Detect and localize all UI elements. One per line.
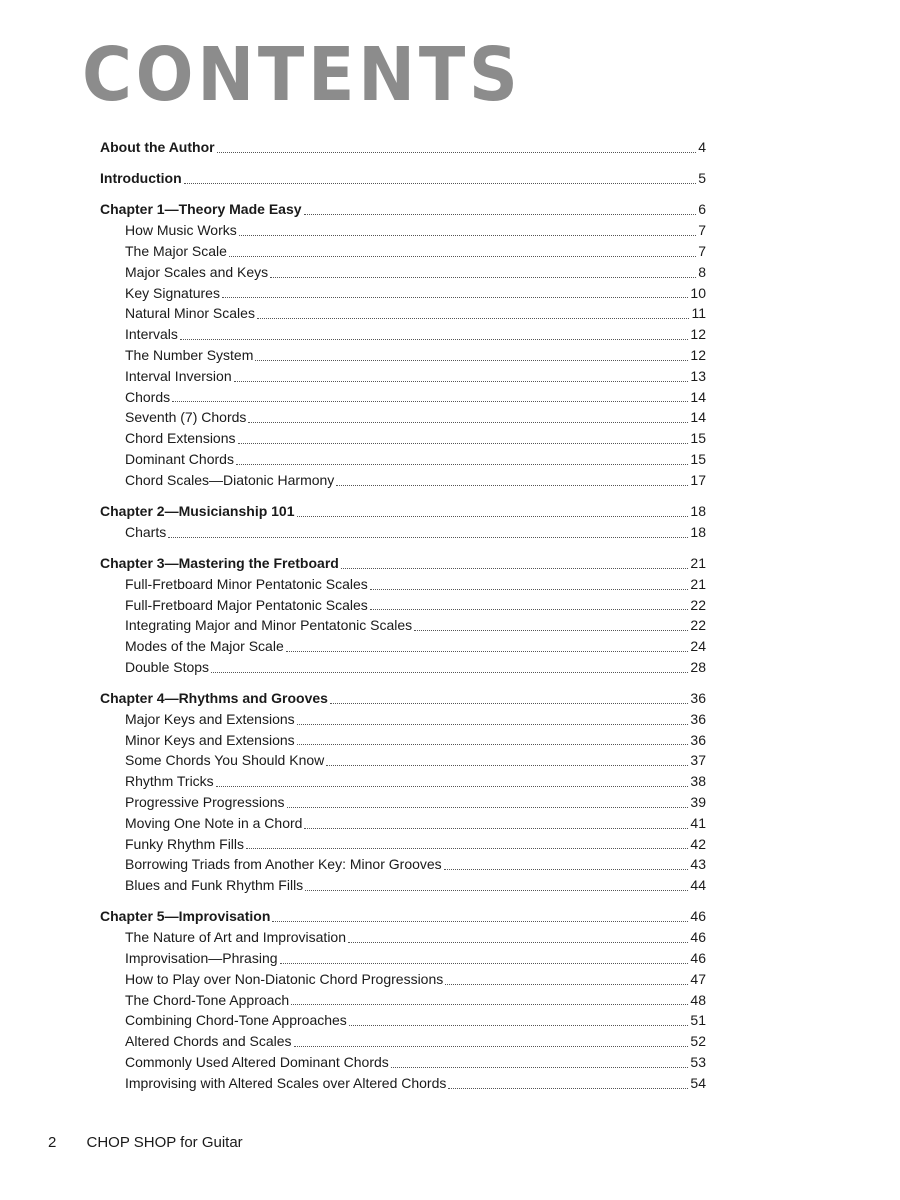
table-of-contents	[100, 137, 706, 1094]
toc-entry-page-number: 13	[690, 367, 706, 384]
page-title: CONTENTS	[82, 32, 522, 118]
toc-entry-page-number: 36	[690, 731, 706, 748]
toc-entry-page-number: 54	[690, 1074, 706, 1091]
toc-entry-page-number: 18	[690, 502, 706, 519]
toc-entry-label: Blues and Funk Rhythm Fills	[125, 877, 304, 894]
dot-leader	[229, 256, 696, 257]
toc-entry-page-number: 22	[690, 617, 706, 634]
toc-entry-label: The Number System	[125, 346, 254, 363]
toc-section-entry[interactable]	[100, 1010, 706, 1031]
toc-entry-label: Combining Chord-Tone Approaches	[125, 1012, 347, 1029]
dot-leader	[217, 152, 697, 153]
toc-entry-page-number: 21	[690, 554, 706, 571]
toc-chapter-entry[interactable]	[100, 501, 706, 522]
toc-section-entry[interactable]	[100, 657, 706, 678]
toc-section-entry[interactable]	[100, 345, 706, 366]
dot-leader	[234, 381, 689, 382]
dot-leader	[257, 318, 690, 319]
dot-leader	[445, 984, 688, 985]
toc-entry-page-number: 53	[690, 1054, 706, 1071]
toc-section-entry[interactable]	[100, 1031, 706, 1052]
toc-entry-page-number: 7	[698, 242, 706, 259]
toc-entry-page-number: 7	[698, 222, 706, 239]
dot-leader	[294, 1046, 689, 1047]
toc-section-entry[interactable]	[100, 948, 706, 969]
toc-section-entry[interactable]	[100, 1073, 706, 1094]
toc-entry-label: Borrowing Triads from Another Key: Minor Grooves	[125, 856, 442, 873]
toc-section-entry[interactable]	[100, 522, 706, 543]
toc-chapter-entry[interactable]	[100, 199, 706, 220]
toc-entry-page-number: 22	[690, 596, 706, 613]
footer-page-number: 2	[48, 1134, 57, 1151]
dot-leader	[184, 183, 697, 184]
toc-entry-label: Major Scales and Keys	[125, 263, 269, 280]
toc-entry-page-number: 38	[690, 773, 706, 790]
toc-section-entry[interactable]	[100, 449, 706, 470]
toc-chapter-entry[interactable]	[100, 168, 706, 189]
dot-leader	[304, 828, 688, 829]
toc-entry-label: Chapter 2—Musicianship 101	[100, 502, 295, 519]
toc-entry-page-number: 17	[690, 471, 706, 488]
dot-leader	[448, 1088, 688, 1089]
toc-entry-label: Chapter 4—Rhythms and Grooves	[100, 690, 328, 707]
dot-leader	[391, 1067, 689, 1068]
toc-entry-label: Major Keys and Extensions	[125, 710, 295, 727]
toc-section-entry[interactable]	[100, 709, 706, 730]
dot-leader	[287, 807, 689, 808]
toc-entry-label: Integrating Major and Minor Pentatonic Scales	[125, 617, 413, 634]
toc-entry-label: How Music Works	[125, 222, 237, 239]
toc-section-entry[interactable]	[100, 792, 706, 813]
dot-leader	[330, 703, 688, 704]
dot-leader	[326, 765, 688, 766]
dot-leader	[297, 516, 689, 517]
toc-section-entry[interactable]	[100, 771, 706, 792]
toc-section-entry[interactable]	[100, 615, 706, 636]
toc-entry-label: Interval Inversion	[125, 367, 232, 384]
toc-entry-label: Charts	[125, 523, 167, 540]
footer-book-title: CHOP SHOP for Guitar	[86, 1134, 243, 1151]
toc-entry-page-number: 8	[698, 263, 706, 280]
toc-entry-page-number: 24	[690, 638, 706, 655]
dot-leader	[239, 235, 696, 236]
toc-entry-page-number: 44	[690, 877, 706, 894]
toc-chapter-entry[interactable]	[100, 906, 706, 927]
toc-section-entry[interactable]	[100, 969, 706, 990]
toc-entry-label: Chapter 5—Improvisation	[100, 908, 271, 925]
dot-leader	[248, 422, 688, 423]
toc-entry-page-number: 15	[690, 430, 706, 447]
dot-leader	[370, 609, 689, 610]
page-footer	[48, 1134, 243, 1151]
toc-entry-page-number: 12	[690, 346, 706, 363]
dot-leader	[172, 401, 688, 402]
toc-section-entry[interactable]	[100, 303, 706, 324]
toc-entry-page-number: 18	[690, 523, 706, 540]
dot-leader	[280, 963, 689, 964]
dot-leader	[246, 848, 688, 849]
toc-section-entry[interactable]	[100, 636, 706, 657]
toc-entry-page-number: 14	[690, 409, 706, 426]
dot-leader	[291, 1004, 688, 1005]
toc-entry-label: Chord Scales—Diatonic Harmony	[125, 471, 335, 488]
toc-entry-label: About the Author	[100, 139, 215, 155]
toc-entry-page-number: 46	[690, 908, 706, 925]
toc-section-entry[interactable]	[100, 324, 706, 345]
toc-entry-label: Chords	[125, 388, 171, 405]
toc-chapter-entry[interactable]	[100, 137, 706, 158]
toc-entry-label: Chapter 3—Mastering the Fretboard	[100, 554, 339, 571]
toc-section-entry[interactable]	[100, 990, 706, 1011]
toc-entry-label: Intervals	[125, 326, 178, 343]
dot-leader	[444, 869, 689, 870]
toc-section-entry[interactable]	[100, 875, 706, 896]
toc-entry-page-number: 10	[690, 284, 706, 301]
toc-entry-page-number: 12	[690, 326, 706, 343]
toc-section-entry[interactable]	[100, 428, 706, 449]
toc-section-entry[interactable]	[100, 574, 706, 595]
dot-leader	[297, 744, 689, 745]
toc-entry-page-number: 5	[698, 170, 706, 187]
toc-section-entry[interactable]	[100, 407, 706, 428]
toc-section-entry[interactable]	[100, 470, 706, 491]
toc-entry-label: Moving One Note in a Chord	[125, 814, 303, 831]
toc-entry-page-number: 41	[690, 814, 706, 831]
dot-leader	[348, 942, 688, 943]
toc-entry-label: Improvising with Altered Scales over Altered Chords	[125, 1074, 447, 1091]
toc-entry-page-number: 48	[690, 991, 706, 1008]
toc-entry-page-number: 21	[690, 575, 706, 592]
toc-entry-page-number: 28	[690, 658, 706, 675]
toc-entry-page-number: 46	[690, 950, 706, 967]
toc-section-entry[interactable]	[100, 283, 706, 304]
dot-leader	[370, 589, 689, 590]
toc-section-entry[interactable]	[100, 834, 706, 855]
toc-section-entry[interactable]	[100, 813, 706, 834]
toc-entry-label: Double Stops	[125, 658, 210, 675]
dot-leader	[180, 339, 689, 340]
toc-entry-label: Chord Extensions	[125, 430, 236, 447]
toc-section-entry[interactable]	[100, 927, 706, 948]
toc-entry-label: Some Chords You Should Know	[125, 752, 325, 769]
toc-entry-page-number: 6	[698, 201, 706, 218]
dot-leader	[236, 464, 688, 465]
toc-entry-page-number: 36	[690, 710, 706, 727]
toc-section-entry[interactable]	[100, 730, 706, 751]
toc-entry-page-number: 39	[690, 794, 706, 811]
toc-entry-label: Rhythm Tricks	[125, 773, 214, 790]
toc-entry-label: Seventh (7) Chords	[125, 409, 247, 426]
dot-leader	[286, 651, 689, 652]
toc-entry-page-number: 47	[690, 970, 706, 987]
toc-entry-label: The Chord-Tone Approach	[125, 991, 290, 1008]
toc-entry-page-number: 51	[690, 1012, 706, 1029]
toc-section-entry[interactable]	[100, 220, 706, 241]
dot-leader	[272, 921, 688, 922]
toc-entry-page-number: 37	[690, 752, 706, 769]
toc-section-entry[interactable]	[100, 262, 706, 283]
toc-entry-page-number: 43	[690, 856, 706, 873]
dot-leader	[216, 786, 689, 787]
toc-entry-label: Modes of the Major Scale	[125, 638, 284, 655]
dot-leader	[304, 214, 697, 215]
toc-section-entry[interactable]	[100, 387, 706, 408]
toc-entry-label: Full-Fretboard Major Pentatonic Scales	[125, 596, 368, 613]
toc-section-entry[interactable]	[100, 366, 706, 387]
toc-entry-label: Funky Rhythm Fills	[125, 835, 245, 852]
toc-entry-label: Full-Fretboard Minor Pentatonic Scales	[125, 575, 368, 592]
toc-section-entry[interactable]	[100, 241, 706, 262]
dot-leader	[211, 672, 688, 673]
toc-entry-page-number: 15	[690, 450, 706, 467]
toc-entry-label: Improvisation—Phrasing	[125, 950, 278, 967]
toc-entry-label: How to Play over Non-Diatonic Chord Progressions	[125, 970, 444, 987]
toc-entry-page-number: 11	[691, 305, 706, 322]
toc-entry-page-number: 42	[690, 835, 706, 852]
toc-entry-page-number: 52	[690, 1033, 706, 1050]
dot-leader	[349, 1025, 689, 1026]
toc-section-entry[interactable]	[100, 854, 706, 875]
dot-leader	[297, 724, 689, 725]
dot-leader	[336, 485, 688, 486]
toc-entry-label: Key Signatures	[125, 284, 220, 301]
toc-entry-page-number: 14	[690, 388, 706, 405]
toc-entry-page-number: 4	[698, 139, 706, 155]
toc-entry-label: Commonly Used Altered Dominant Chords	[125, 1054, 389, 1071]
toc-entry-label: Progressive Progressions	[125, 794, 285, 811]
toc-entry-label: Minor Keys and Extensions	[125, 731, 295, 748]
toc-section-entry[interactable]	[100, 595, 706, 616]
dot-leader	[238, 443, 689, 444]
dot-leader	[341, 568, 689, 569]
toc-entry-label: The Major Scale	[125, 242, 227, 259]
dot-leader	[305, 890, 688, 891]
toc-entry-label: Introduction	[100, 170, 182, 187]
toc-entry-label: Chapter 1—Theory Made Easy	[100, 201, 302, 218]
dot-leader	[255, 360, 688, 361]
toc-entry-label: Altered Chords and Scales	[125, 1033, 292, 1050]
dot-leader	[270, 277, 696, 278]
dot-leader	[414, 630, 688, 631]
dot-leader	[168, 537, 688, 538]
toc-entry-label: The Nature of Art and Improvisation	[125, 929, 346, 946]
toc-section-entry[interactable]	[100, 750, 706, 771]
toc-entry-page-number: 46	[690, 929, 706, 946]
toc-entry-page-number: 36	[690, 690, 706, 707]
toc-entry-label: Natural Minor Scales	[125, 305, 255, 322]
dot-leader	[222, 297, 688, 298]
toc-section-entry[interactable]	[100, 1052, 706, 1073]
toc-chapter-entry[interactable]	[100, 553, 706, 574]
toc-entry-label: Dominant Chords	[125, 450, 234, 467]
toc-chapter-entry[interactable]	[100, 688, 706, 709]
